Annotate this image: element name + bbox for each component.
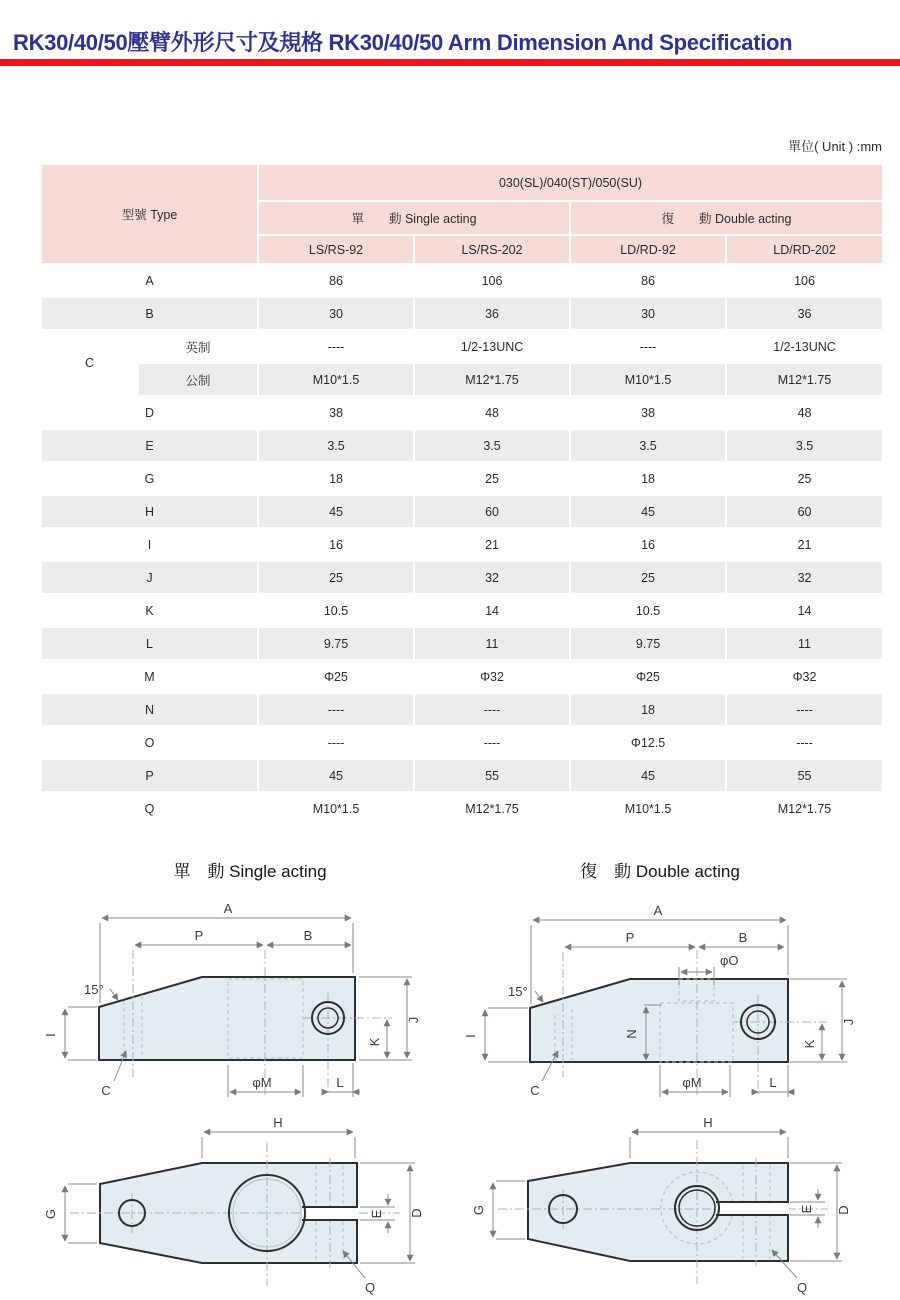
dim-label-angle: 15°: [84, 982, 104, 997]
dim-label-phiM: φM: [682, 1075, 702, 1090]
cell-value: 10.5: [258, 594, 414, 627]
dim-label-phiM: φM: [252, 1075, 272, 1090]
spec-table-header: [41, 164, 883, 264]
cell-value: ----: [726, 726, 883, 759]
table-row: [41, 528, 883, 561]
column-header: LS/RS-202: [414, 235, 570, 264]
cell-value: 45: [570, 495, 726, 528]
column-header: LD/RD-202: [726, 235, 883, 264]
dim-label-P: P: [194, 928, 204, 943]
table-row: [41, 693, 883, 726]
cell-value: 18: [570, 693, 726, 726]
single-acting-header-cell: 單 動 Single acting: [258, 201, 570, 235]
dim-label-P: P: [625, 930, 635, 945]
arm-body-outline: [530, 979, 788, 1062]
cell-value: 106: [414, 264, 570, 297]
cell-value: 21: [414, 528, 570, 561]
row-label: M: [41, 660, 258, 693]
cell-value: 25: [414, 462, 570, 495]
cell-value: M12*1.75: [726, 363, 883, 396]
dim-label-H: H: [703, 1115, 713, 1130]
cell-value: ----: [414, 693, 570, 726]
cell-value: 36: [414, 297, 570, 330]
row-label: B: [41, 297, 258, 330]
row-sublabel: 英制: [138, 330, 258, 363]
cell-value: M10*1.5: [258, 792, 414, 825]
dim-label-Q: Q: [364, 1280, 376, 1295]
cell-value: 38: [570, 396, 726, 429]
row-label: G: [41, 462, 258, 495]
row-label: K: [41, 594, 258, 627]
cell-value: 36: [726, 297, 883, 330]
dim-label-G: G: [471, 1204, 486, 1216]
cell-value: 60: [414, 495, 570, 528]
table-row: [41, 594, 883, 627]
dim-label-B: B: [303, 928, 313, 943]
spec-table-body: [41, 264, 883, 825]
title-divider-bar: [0, 59, 900, 66]
row-label: L: [41, 627, 258, 660]
cell-value: 45: [258, 495, 414, 528]
row-label: H: [41, 495, 258, 528]
cell-value: ----: [414, 726, 570, 759]
cell-value: 11: [726, 627, 883, 660]
cell-value: 25: [726, 462, 883, 495]
cell-value: Φ32: [726, 660, 883, 693]
row-label: C: [41, 330, 138, 396]
cell-value: M10*1.5: [570, 363, 726, 396]
model-group-header-cell: 030(SL)/040(ST)/050(SU): [258, 164, 883, 201]
row-sublabel: 公制: [138, 363, 258, 396]
dim-label-E: E: [369, 1209, 384, 1219]
cell-value: 48: [726, 396, 883, 429]
row-label: I: [41, 528, 258, 561]
cell-value: Φ25: [570, 660, 726, 693]
cell-value: 60: [726, 495, 883, 528]
cell-value: 38: [258, 396, 414, 429]
cell-value: 10.5: [570, 594, 726, 627]
cell-value: M10*1.5: [258, 363, 414, 396]
dim-label-J: J: [841, 1018, 856, 1026]
cell-value: 55: [726, 759, 883, 792]
cell-value: 3.5: [726, 429, 883, 462]
cell-value: 106: [726, 264, 883, 297]
spec-table: [40, 163, 884, 826]
cell-value: 9.75: [570, 627, 726, 660]
table-row: [41, 495, 883, 528]
dim-label-C: C: [101, 1083, 111, 1098]
double-acting-section-heading: 復 動 Double acting: [580, 862, 740, 881]
dim-label-D: D: [836, 1205, 851, 1215]
cell-value: M12*1.75: [414, 792, 570, 825]
dim-label-angle: 15°: [508, 984, 528, 999]
cell-value: 30: [258, 297, 414, 330]
cell-value: 14: [726, 594, 883, 627]
row-label: P: [41, 759, 258, 792]
unit-label: 單位( Unit ) :mm: [788, 139, 882, 154]
row-label: J: [41, 561, 258, 594]
cell-value: 18: [258, 462, 414, 495]
cell-value: Φ25: [258, 660, 414, 693]
table-row: [41, 297, 883, 330]
dim-label-N: N: [624, 1029, 639, 1039]
dim-label-G: G: [43, 1208, 58, 1220]
cell-value: 55: [414, 759, 570, 792]
clamp-slot: [302, 1208, 359, 1219]
dim-label-D: D: [409, 1208, 424, 1218]
cell-value: ----: [570, 330, 726, 363]
single-acting-side-view-drawing: [40, 895, 460, 1110]
dim-label-A: A: [223, 901, 233, 916]
cell-value: 16: [570, 528, 726, 561]
table-row: [41, 660, 883, 693]
cell-value: 14: [414, 594, 570, 627]
cell-value: 21: [726, 528, 883, 561]
dim-label-K: K: [367, 1037, 382, 1047]
cell-value: Φ32: [414, 660, 570, 693]
dim-label-E: E: [799, 1204, 814, 1214]
table-row: [41, 627, 883, 660]
single-acting-top-view-drawing: [40, 1108, 460, 1300]
cell-value: 9.75: [258, 627, 414, 660]
row-label: A: [41, 264, 258, 297]
row-label: N: [41, 693, 258, 726]
double-acting-side-view-drawing: [460, 895, 900, 1110]
cell-value: 86: [570, 264, 726, 297]
table-row: [41, 726, 883, 759]
table-row: [41, 363, 883, 396]
table-row: [41, 429, 883, 462]
cell-value: 48: [414, 396, 570, 429]
dim-label-A: A: [653, 903, 663, 918]
cell-value: 3.5: [258, 429, 414, 462]
table-row: [41, 792, 883, 825]
header-row-group: [41, 164, 883, 201]
table-row: [41, 759, 883, 792]
double-acting-header-cell: 復 動 Double acting: [570, 201, 883, 235]
dim-label-H: H: [273, 1115, 283, 1130]
dim-label-L: L: [336, 1075, 344, 1090]
single-acting-section-heading: 單 動 Single acting: [173, 862, 327, 881]
cell-value: 32: [414, 561, 570, 594]
double-acting-top-view-drawing: [460, 1108, 900, 1300]
table-row: [41, 264, 883, 297]
cell-value: 25: [570, 561, 726, 594]
cell-value: 30: [570, 297, 726, 330]
cell-value: ----: [258, 330, 414, 363]
cell-value: 86: [258, 264, 414, 297]
type-header-cell: 型號 Type: [41, 164, 258, 264]
row-label: E: [41, 429, 258, 462]
dim-label-B: B: [738, 930, 748, 945]
row-label: O: [41, 726, 258, 759]
cell-value: 45: [258, 759, 414, 792]
dim-label-L: L: [769, 1075, 777, 1090]
row-label: D: [41, 396, 258, 429]
column-header: LD/RD-92: [570, 235, 726, 264]
cell-value: 11: [414, 627, 570, 660]
page-title: RK30/40/50壓臂外形尺寸及規格 RK30/40/50 Arm Dimension And Specification: [13, 30, 793, 55]
cell-value: 25: [258, 561, 414, 594]
cell-value: M10*1.5: [570, 792, 726, 825]
table-row: [41, 462, 883, 495]
cell-value: ----: [258, 726, 414, 759]
dim-label-C: C: [530, 1083, 540, 1098]
cell-value: ----: [726, 693, 883, 726]
dim-label-J: J: [406, 1016, 421, 1024]
dim-label-I: I: [43, 1033, 58, 1037]
dim-label-Q: Q: [796, 1280, 808, 1295]
cell-value: 16: [258, 528, 414, 561]
row-label: Q: [41, 792, 258, 825]
cell-value: M12*1.75: [414, 363, 570, 396]
table-row: [41, 561, 883, 594]
cell-value: 1/2-13UNC: [414, 330, 570, 363]
cell-value: 18: [570, 462, 726, 495]
dim-label-K: K: [802, 1039, 817, 1049]
cell-value: 1/2-13UNC: [726, 330, 883, 363]
clamp-slot: [716, 1203, 789, 1214]
cell-value: 45: [570, 759, 726, 792]
column-header: LS/RS-92: [258, 235, 414, 264]
table-row: [41, 396, 883, 429]
dim-label-phiO: φO: [720, 953, 739, 968]
cell-value: 3.5: [570, 429, 726, 462]
cell-value: 32: [726, 561, 883, 594]
dim-label-I: I: [463, 1034, 478, 1038]
cell-value: 3.5: [414, 429, 570, 462]
cell-value: M12*1.75: [726, 792, 883, 825]
cell-value: Φ12.5: [570, 726, 726, 759]
table-row: [41, 330, 883, 363]
cell-value: ----: [258, 693, 414, 726]
